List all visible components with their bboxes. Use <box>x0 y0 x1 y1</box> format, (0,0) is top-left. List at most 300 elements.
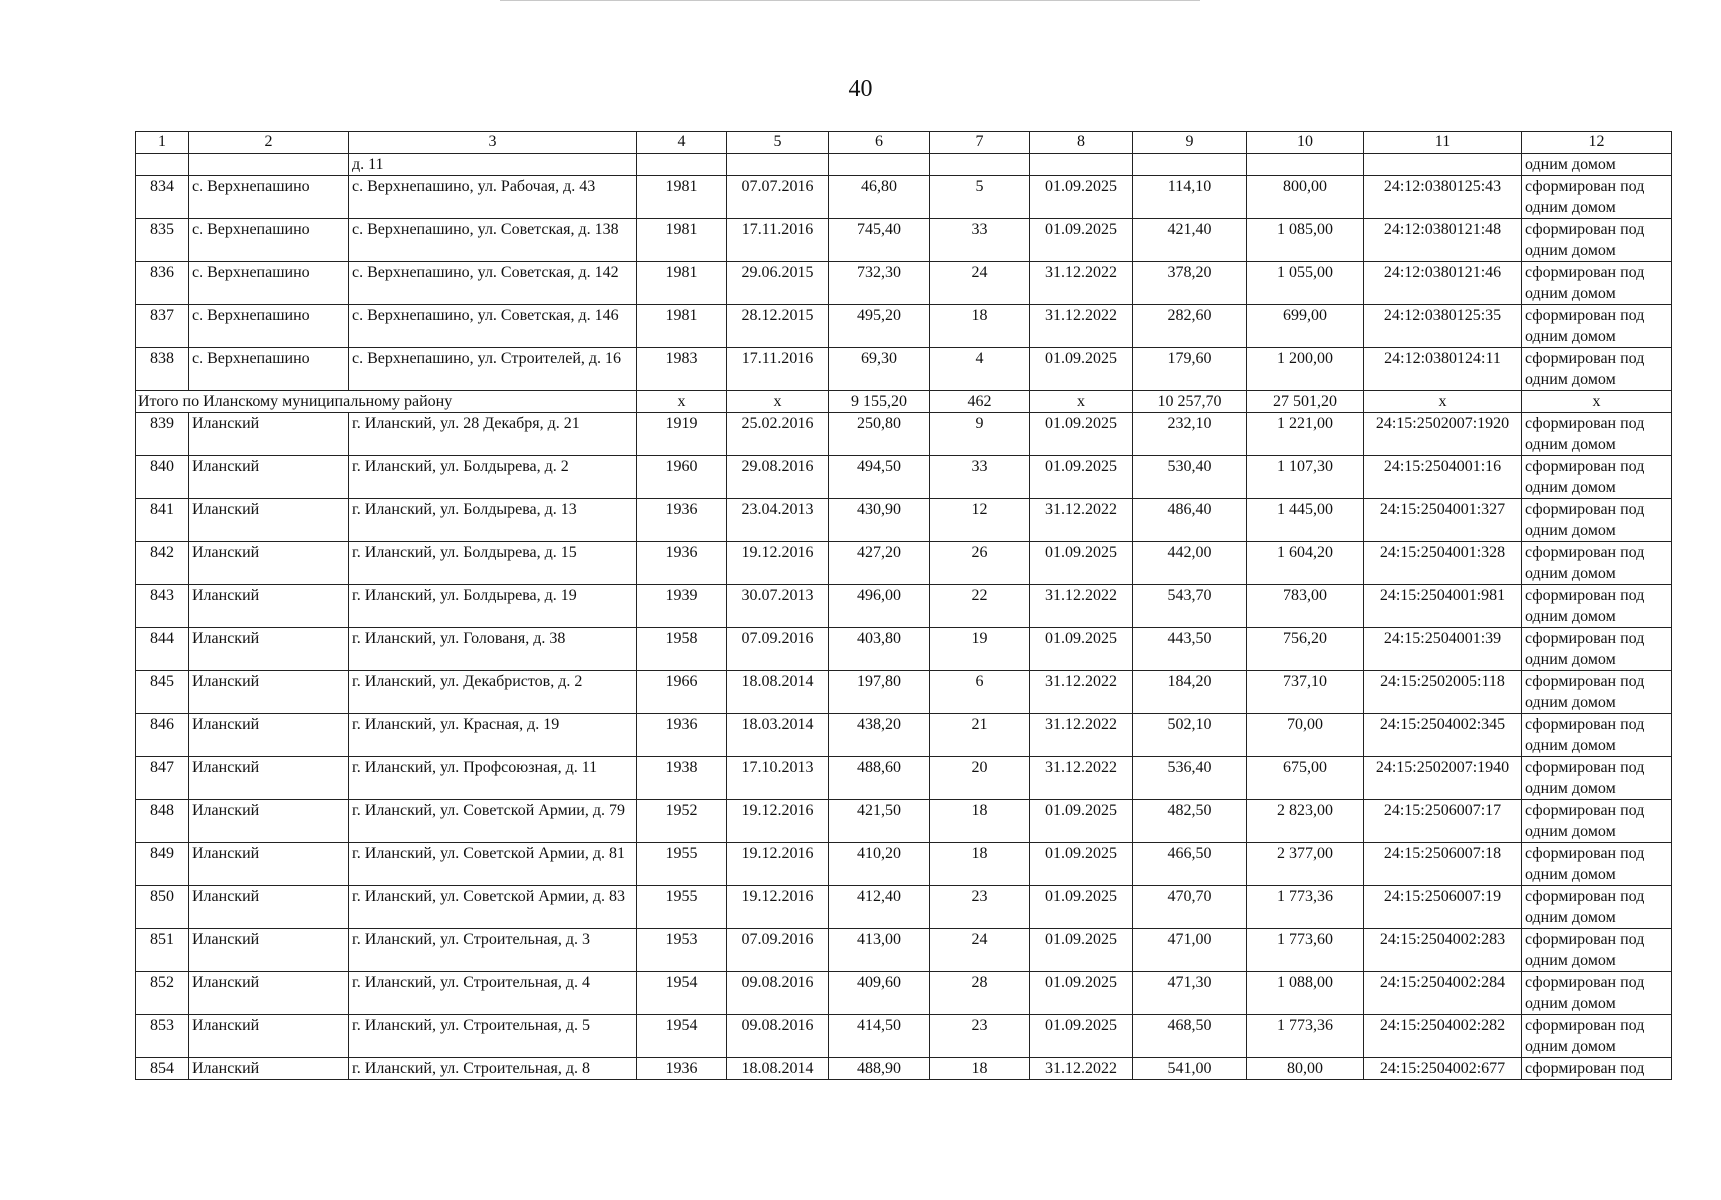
row-cadastral: 24:15:2504002:345 <box>1364 714 1522 757</box>
row-settlement: Иланский <box>189 1015 349 1058</box>
row-status: сформирован под одним домом <box>1522 1015 1672 1058</box>
row-area: 413,00 <box>829 929 930 972</box>
row-number: 842 <box>136 542 189 585</box>
row-area: 494,50 <box>829 456 930 499</box>
row-year: 1960 <box>637 456 727 499</box>
row-residents: 22 <box>930 585 1030 628</box>
table-row <box>136 348 1672 391</box>
row-date: 07.07.2016 <box>727 176 829 219</box>
row-residents: 26 <box>930 542 1030 585</box>
row-date: 23.04.2013 <box>727 499 829 542</box>
row-area: 732,30 <box>829 262 930 305</box>
row-area: 46,80 <box>829 176 930 219</box>
row-land-area: 378,20 <box>1133 262 1247 305</box>
row-status: сформирован под одним домом <box>1522 757 1672 800</box>
row-cost: 1 604,20 <box>1247 542 1364 585</box>
table-row <box>136 542 1672 585</box>
row-cadastral: 24:15:2504001:981 <box>1364 585 1522 628</box>
row-deadline: 01.09.2025 <box>1030 176 1133 219</box>
row-number: 846 <box>136 714 189 757</box>
row-settlement: Иланский <box>189 800 349 843</box>
total-label: Итого по Иланскому муниципальному району <box>136 391 637 413</box>
row-land-area: 184,20 <box>1133 671 1247 714</box>
row-cost: 80,00 <box>1247 1058 1364 1080</box>
row-address: г. Иланский, ул. Болдырева, д. 19 <box>349 585 637 628</box>
row-deadline: 01.09.2025 <box>1030 843 1133 886</box>
row-address: г. Иланский, ул. Красная, д. 19 <box>349 714 637 757</box>
row-land-area: 541,00 <box>1133 1058 1247 1080</box>
row-area: 69,30 <box>829 348 930 391</box>
row-year: 1983 <box>637 348 727 391</box>
total-residents: 462 <box>930 391 1030 413</box>
row-status: сформирован под одним домом <box>1522 671 1672 714</box>
row-status: сформирован под одним домом <box>1522 886 1672 929</box>
row-settlement: Иланский <box>189 413 349 456</box>
row-settlement: Иланский <box>189 499 349 542</box>
row-address: с. Верхнепашино, ул. Строителей, д. 16 <box>349 348 637 391</box>
row-area: 488,60 <box>829 757 930 800</box>
total-area: 9 155,20 <box>829 391 930 413</box>
row-residents: 12 <box>930 499 1030 542</box>
row-date: 19.12.2016 <box>727 843 829 886</box>
row-status: сформирован под одним домом <box>1522 499 1672 542</box>
row-land-area: 179,60 <box>1133 348 1247 391</box>
table-row <box>136 886 1672 929</box>
row-deadline: 01.09.2025 <box>1030 628 1133 671</box>
row-residents: 24 <box>930 929 1030 972</box>
row-area: 430,90 <box>829 499 930 542</box>
row-date: 19.12.2016 <box>727 542 829 585</box>
row-cadastral: 24:15:2504001:16 <box>1364 456 1522 499</box>
row-residents: 21 <box>930 714 1030 757</box>
row-address: г. Иланский, ул. Строительная, д. 4 <box>349 972 637 1015</box>
column-number: 9 <box>1133 132 1247 154</box>
row-date: 28.12.2015 <box>727 305 829 348</box>
row-year: 1958 <box>637 628 727 671</box>
row-status: сформирован под одним домом <box>1522 305 1672 348</box>
row-land-area: 114,10 <box>1133 176 1247 219</box>
row-status: сформирован под одним домом <box>1522 628 1672 671</box>
row-number: 853 <box>136 1015 189 1058</box>
table-row <box>136 671 1672 714</box>
row-date: 29.06.2015 <box>727 262 829 305</box>
continuation-row <box>136 154 1672 176</box>
row-settlement: Иланский <box>189 585 349 628</box>
row-status: сформирован под одним домом <box>1522 843 1672 886</box>
row-cost: 1 200,00 <box>1247 348 1364 391</box>
row-deadline: 31.12.2022 <box>1030 305 1133 348</box>
row-year: 1936 <box>637 1058 727 1080</box>
continuation-status: одним домом <box>1522 154 1672 176</box>
total-cost: 27 501,20 <box>1247 391 1364 413</box>
row-status: сформирован под одним домом <box>1522 585 1672 628</box>
row-cost: 1 773,60 <box>1247 929 1364 972</box>
row-number: 838 <box>136 348 189 391</box>
row-address: г. Иланский, ул. Советской Армии, д. 83 <box>349 886 637 929</box>
row-address: г. Иланский, ул. Декабристов, д. 2 <box>349 671 637 714</box>
row-settlement: Иланский <box>189 972 349 1015</box>
row-land-area: 468,50 <box>1133 1015 1247 1058</box>
row-address: г. Иланский, ул. Болдырева, д. 15 <box>349 542 637 585</box>
total-deadline: х <box>1030 391 1133 413</box>
row-cost: 1 107,30 <box>1247 456 1364 499</box>
row-cadastral: 24:15:2506007:19 <box>1364 886 1522 929</box>
row-number: 834 <box>136 176 189 219</box>
row-cost: 737,10 <box>1247 671 1364 714</box>
row-cost: 783,00 <box>1247 585 1364 628</box>
row-settlement: Иланский <box>189 1058 349 1080</box>
row-number: 844 <box>136 628 189 671</box>
row-cadastral: 24:15:2504002:283 <box>1364 929 1522 972</box>
row-status: сформирован под одним домом <box>1522 219 1672 262</box>
row-year: 1936 <box>637 499 727 542</box>
row-settlement: с. Верхнепашино <box>189 348 349 391</box>
row-year: 1954 <box>637 1015 727 1058</box>
row-cost: 70,00 <box>1247 714 1364 757</box>
row-residents: 9 <box>930 413 1030 456</box>
row-address: г. Иланский, ул. Болдырева, д. 2 <box>349 456 637 499</box>
table-row <box>136 219 1672 262</box>
row-date: 29.08.2016 <box>727 456 829 499</box>
row-residents: 5 <box>930 176 1030 219</box>
row-settlement: Иланский <box>189 714 349 757</box>
row-status: сформирован под одним домом <box>1522 456 1672 499</box>
total-year: х <box>637 391 727 413</box>
row-deadline: 31.12.2022 <box>1030 671 1133 714</box>
row-date: 18.03.2014 <box>727 714 829 757</box>
total-status: х <box>1522 391 1672 413</box>
row-number: 845 <box>136 671 189 714</box>
row-area: 427,20 <box>829 542 930 585</box>
table-row <box>136 972 1672 1015</box>
row-area: 403,80 <box>829 628 930 671</box>
row-address: г. Иланский, ул. Голованя, д. 38 <box>349 628 637 671</box>
row-date: 30.07.2013 <box>727 585 829 628</box>
row-date: 17.11.2016 <box>727 219 829 262</box>
row-deadline: 01.09.2025 <box>1030 972 1133 1015</box>
row-area: 250,80 <box>829 413 930 456</box>
row-number: 848 <box>136 800 189 843</box>
row-cadastral: 24:12:0380121:48 <box>1364 219 1522 262</box>
column-number: 7 <box>930 132 1030 154</box>
row-date: 18.08.2014 <box>727 671 829 714</box>
row-deadline: 31.12.2022 <box>1030 585 1133 628</box>
row-status: сформирован под <box>1522 1058 1672 1080</box>
row-deadline: 01.09.2025 <box>1030 886 1133 929</box>
column-number: 2 <box>189 132 349 154</box>
row-address: г. Иланский, ул. Строительная, д. 5 <box>349 1015 637 1058</box>
row-cost: 2 377,00 <box>1247 843 1364 886</box>
row-land-area: 502,10 <box>1133 714 1247 757</box>
row-year: 1954 <box>637 972 727 1015</box>
column-number-row <box>136 132 1672 154</box>
table-row <box>136 714 1672 757</box>
column-number: 1 <box>136 132 189 154</box>
row-land-area: 470,70 <box>1133 886 1247 929</box>
table-row <box>136 757 1672 800</box>
row-residents: 18 <box>930 305 1030 348</box>
table-row <box>136 456 1672 499</box>
row-date: 09.08.2016 <box>727 972 829 1015</box>
row-number: 847 <box>136 757 189 800</box>
row-cadastral: 24:15:2504001:328 <box>1364 542 1522 585</box>
row-cadastral: 24:12:0380125:43 <box>1364 176 1522 219</box>
total-land-area: 10 257,70 <box>1133 391 1247 413</box>
row-land-area: 471,30 <box>1133 972 1247 1015</box>
row-area: 197,80 <box>829 671 930 714</box>
row-address: г. Иланский, ул. Строительная, д. 3 <box>349 929 637 972</box>
row-residents: 18 <box>930 1058 1030 1080</box>
column-number: 10 <box>1247 132 1364 154</box>
row-land-area: 466,50 <box>1133 843 1247 886</box>
table-row <box>136 843 1672 886</box>
row-cadastral: 24:15:2504002:284 <box>1364 972 1522 1015</box>
row-deadline: 31.12.2022 <box>1030 262 1133 305</box>
table-row <box>136 929 1672 972</box>
row-area: 414,50 <box>829 1015 930 1058</box>
row-area: 496,00 <box>829 585 930 628</box>
row-residents: 33 <box>930 456 1030 499</box>
row-settlement: с. Верхнепашино <box>189 176 349 219</box>
row-land-area: 543,70 <box>1133 585 1247 628</box>
row-year: 1981 <box>637 219 727 262</box>
row-number: 840 <box>136 456 189 499</box>
row-area: 421,50 <box>829 800 930 843</box>
row-year: 1955 <box>637 843 727 886</box>
column-number: 11 <box>1364 132 1522 154</box>
row-residents: 19 <box>930 628 1030 671</box>
row-land-area: 536,40 <box>1133 757 1247 800</box>
row-deadline: 01.09.2025 <box>1030 1015 1133 1058</box>
row-land-area: 471,00 <box>1133 929 1247 972</box>
row-year: 1953 <box>637 929 727 972</box>
row-cost: 675,00 <box>1247 757 1364 800</box>
row-settlement: Иланский <box>189 929 349 972</box>
row-date: 07.09.2016 <box>727 628 829 671</box>
row-deadline: 01.09.2025 <box>1030 413 1133 456</box>
row-date: 18.08.2014 <box>727 1058 829 1080</box>
table-row <box>136 1015 1672 1058</box>
scan-top-rule <box>500 0 1200 1</box>
row-settlement: с. Верхнепашино <box>189 262 349 305</box>
row-status: сформирован под одним домом <box>1522 348 1672 391</box>
row-date: 25.02.2016 <box>727 413 829 456</box>
row-address: г. Иланский, ул. Советской Армии, д. 79 <box>349 800 637 843</box>
row-address: г. Иланский, ул. Строительная, д. 8 <box>349 1058 637 1080</box>
row-number: 851 <box>136 929 189 972</box>
column-number: 4 <box>637 132 727 154</box>
row-cadastral: 24:15:2506007:18 <box>1364 843 1522 886</box>
row-number: 843 <box>136 585 189 628</box>
row-status: сформирован под одним домом <box>1522 262 1672 305</box>
row-address: с. Верхнепашино, ул. Советская, д. 146 <box>349 305 637 348</box>
row-address: с. Верхнепашино, ул. Советская, д. 142 <box>349 262 637 305</box>
row-cadastral: 24:12:0380121:46 <box>1364 262 1522 305</box>
row-residents: 24 <box>930 262 1030 305</box>
row-residents: 6 <box>930 671 1030 714</box>
row-deadline: 31.12.2022 <box>1030 757 1133 800</box>
row-residents: 33 <box>930 219 1030 262</box>
row-year: 1939 <box>637 585 727 628</box>
row-land-area: 282,60 <box>1133 305 1247 348</box>
row-year: 1966 <box>637 671 727 714</box>
row-status: сформирован под одним домом <box>1522 714 1672 757</box>
row-area: 409,60 <box>829 972 930 1015</box>
row-cost: 1 773,36 <box>1247 1015 1364 1058</box>
row-settlement: с. Верхнепашино <box>189 305 349 348</box>
row-deadline: 01.09.2025 <box>1030 800 1133 843</box>
row-cadastral: 24:15:2502007:1920 <box>1364 413 1522 456</box>
row-area: 438,20 <box>829 714 930 757</box>
row-cadastral: 24:15:2504001:39 <box>1364 628 1522 671</box>
page-number: 40 <box>848 76 873 102</box>
row-area: 412,40 <box>829 886 930 929</box>
row-land-area: 486,40 <box>1133 499 1247 542</box>
continuation-address: д. 11 <box>349 154 637 176</box>
table-row <box>136 800 1672 843</box>
row-residents: 4 <box>930 348 1030 391</box>
row-status: сформирован под одним домом <box>1522 929 1672 972</box>
row-year: 1955 <box>637 886 727 929</box>
row-number: 854 <box>136 1058 189 1080</box>
row-deadline: 31.12.2022 <box>1030 1058 1133 1080</box>
row-address: с. Верхнепашино, ул. Рабочая, д. 43 <box>349 176 637 219</box>
row-cadastral: 24:15:2504002:282 <box>1364 1015 1522 1058</box>
row-address: г. Иланский, ул. Профсоюзная, д. 11 <box>349 757 637 800</box>
row-area: 495,20 <box>829 305 930 348</box>
row-residents: 20 <box>930 757 1030 800</box>
row-cadastral: 24:15:2502007:1940 <box>1364 757 1522 800</box>
row-settlement: Иланский <box>189 843 349 886</box>
row-date: 19.12.2016 <box>727 800 829 843</box>
row-cost: 1 445,00 <box>1247 499 1364 542</box>
row-settlement: Иланский <box>189 456 349 499</box>
row-number: 839 <box>136 413 189 456</box>
row-year: 1952 <box>637 800 727 843</box>
row-cost: 1 085,00 <box>1247 219 1364 262</box>
column-number: 8 <box>1030 132 1133 154</box>
row-land-area: 530,40 <box>1133 456 1247 499</box>
row-settlement: с. Верхнепашино <box>189 219 349 262</box>
row-cadastral: 24:12:0380125:35 <box>1364 305 1522 348</box>
row-deadline: 01.09.2025 <box>1030 456 1133 499</box>
row-date: 09.08.2016 <box>727 1015 829 1058</box>
column-number: 5 <box>727 132 829 154</box>
row-cost: 1 773,36 <box>1247 886 1364 929</box>
row-settlement: Иланский <box>189 671 349 714</box>
row-cost: 756,20 <box>1247 628 1364 671</box>
row-settlement: Иланский <box>189 542 349 585</box>
row-deadline: 01.09.2025 <box>1030 219 1133 262</box>
row-settlement: Иланский <box>189 628 349 671</box>
row-residents: 23 <box>930 1015 1030 1058</box>
row-status: сформирован под одним домом <box>1522 972 1672 1015</box>
table-row <box>136 1058 1672 1080</box>
row-cost: 1 055,00 <box>1247 262 1364 305</box>
row-deadline: 01.09.2025 <box>1030 348 1133 391</box>
row-land-area: 443,50 <box>1133 628 1247 671</box>
row-deadline: 01.09.2025 <box>1030 542 1133 585</box>
row-year: 1981 <box>637 305 727 348</box>
row-deadline: 01.09.2025 <box>1030 929 1133 972</box>
row-residents: 28 <box>930 972 1030 1015</box>
row-number: 835 <box>136 219 189 262</box>
row-settlement: Иланский <box>189 886 349 929</box>
row-status: сформирован под одним домом <box>1522 413 1672 456</box>
row-cadastral: 24:12:0380124:11 <box>1364 348 1522 391</box>
row-year: 1981 <box>637 176 727 219</box>
row-number: 852 <box>136 972 189 1015</box>
row-number: 849 <box>136 843 189 886</box>
row-status: сформирован под одним домом <box>1522 800 1672 843</box>
table-row <box>136 305 1672 348</box>
table-row <box>136 585 1672 628</box>
total-cadastral: х <box>1364 391 1522 413</box>
row-settlement: Иланский <box>189 757 349 800</box>
row-status: сформирован под одним домом <box>1522 542 1672 585</box>
table-row <box>136 176 1672 219</box>
row-number: 837 <box>136 305 189 348</box>
total-date: х <box>727 391 829 413</box>
row-year: 1981 <box>637 262 727 305</box>
row-cost: 1 088,00 <box>1247 972 1364 1015</box>
district-total-row <box>136 391 1672 413</box>
row-cost: 699,00 <box>1247 305 1364 348</box>
row-year: 1936 <box>637 542 727 585</box>
row-residents: 18 <box>930 800 1030 843</box>
row-number: 850 <box>136 886 189 929</box>
row-area: 488,90 <box>829 1058 930 1080</box>
row-cadastral: 24:15:2502005:118 <box>1364 671 1522 714</box>
row-year: 1938 <box>637 757 727 800</box>
row-cost: 2 823,00 <box>1247 800 1364 843</box>
row-address: с. Верхнепашино, ул. Советская, д. 138 <box>349 219 637 262</box>
row-year: 1919 <box>637 413 727 456</box>
row-address: г. Иланский, ул. Болдырева, д. 13 <box>349 499 637 542</box>
table-row <box>136 262 1672 305</box>
row-land-area: 232,10 <box>1133 413 1247 456</box>
table-row <box>136 499 1672 542</box>
row-land-area: 442,00 <box>1133 542 1247 585</box>
row-area: 410,20 <box>829 843 930 886</box>
row-residents: 18 <box>930 843 1030 886</box>
row-cost: 800,00 <box>1247 176 1364 219</box>
row-cost: 1 221,00 <box>1247 413 1364 456</box>
row-date: 17.11.2016 <box>727 348 829 391</box>
table-row <box>136 628 1672 671</box>
row-deadline: 31.12.2022 <box>1030 499 1133 542</box>
row-land-area: 482,50 <box>1133 800 1247 843</box>
row-cadastral: 24:15:2504002:677 <box>1364 1058 1522 1080</box>
row-land-area: 421,40 <box>1133 219 1247 262</box>
column-number: 6 <box>829 132 930 154</box>
row-residents: 23 <box>930 886 1030 929</box>
row-address: г. Иланский, ул. 28 Декабря, д. 21 <box>349 413 637 456</box>
row-number: 836 <box>136 262 189 305</box>
row-cadastral: 24:15:2506007:17 <box>1364 800 1522 843</box>
row-number: 841 <box>136 499 189 542</box>
row-area: 745,40 <box>829 219 930 262</box>
row-cadastral: 24:15:2504001:327 <box>1364 499 1522 542</box>
row-year: 1936 <box>637 714 727 757</box>
row-status: сформирован под одним домом <box>1522 176 1672 219</box>
column-number: 12 <box>1522 132 1672 154</box>
row-date: 07.09.2016 <box>727 929 829 972</box>
column-number: 3 <box>349 132 637 154</box>
row-deadline: 31.12.2022 <box>1030 714 1133 757</box>
table-row <box>136 413 1672 456</box>
row-date: 19.12.2016 <box>727 886 829 929</box>
